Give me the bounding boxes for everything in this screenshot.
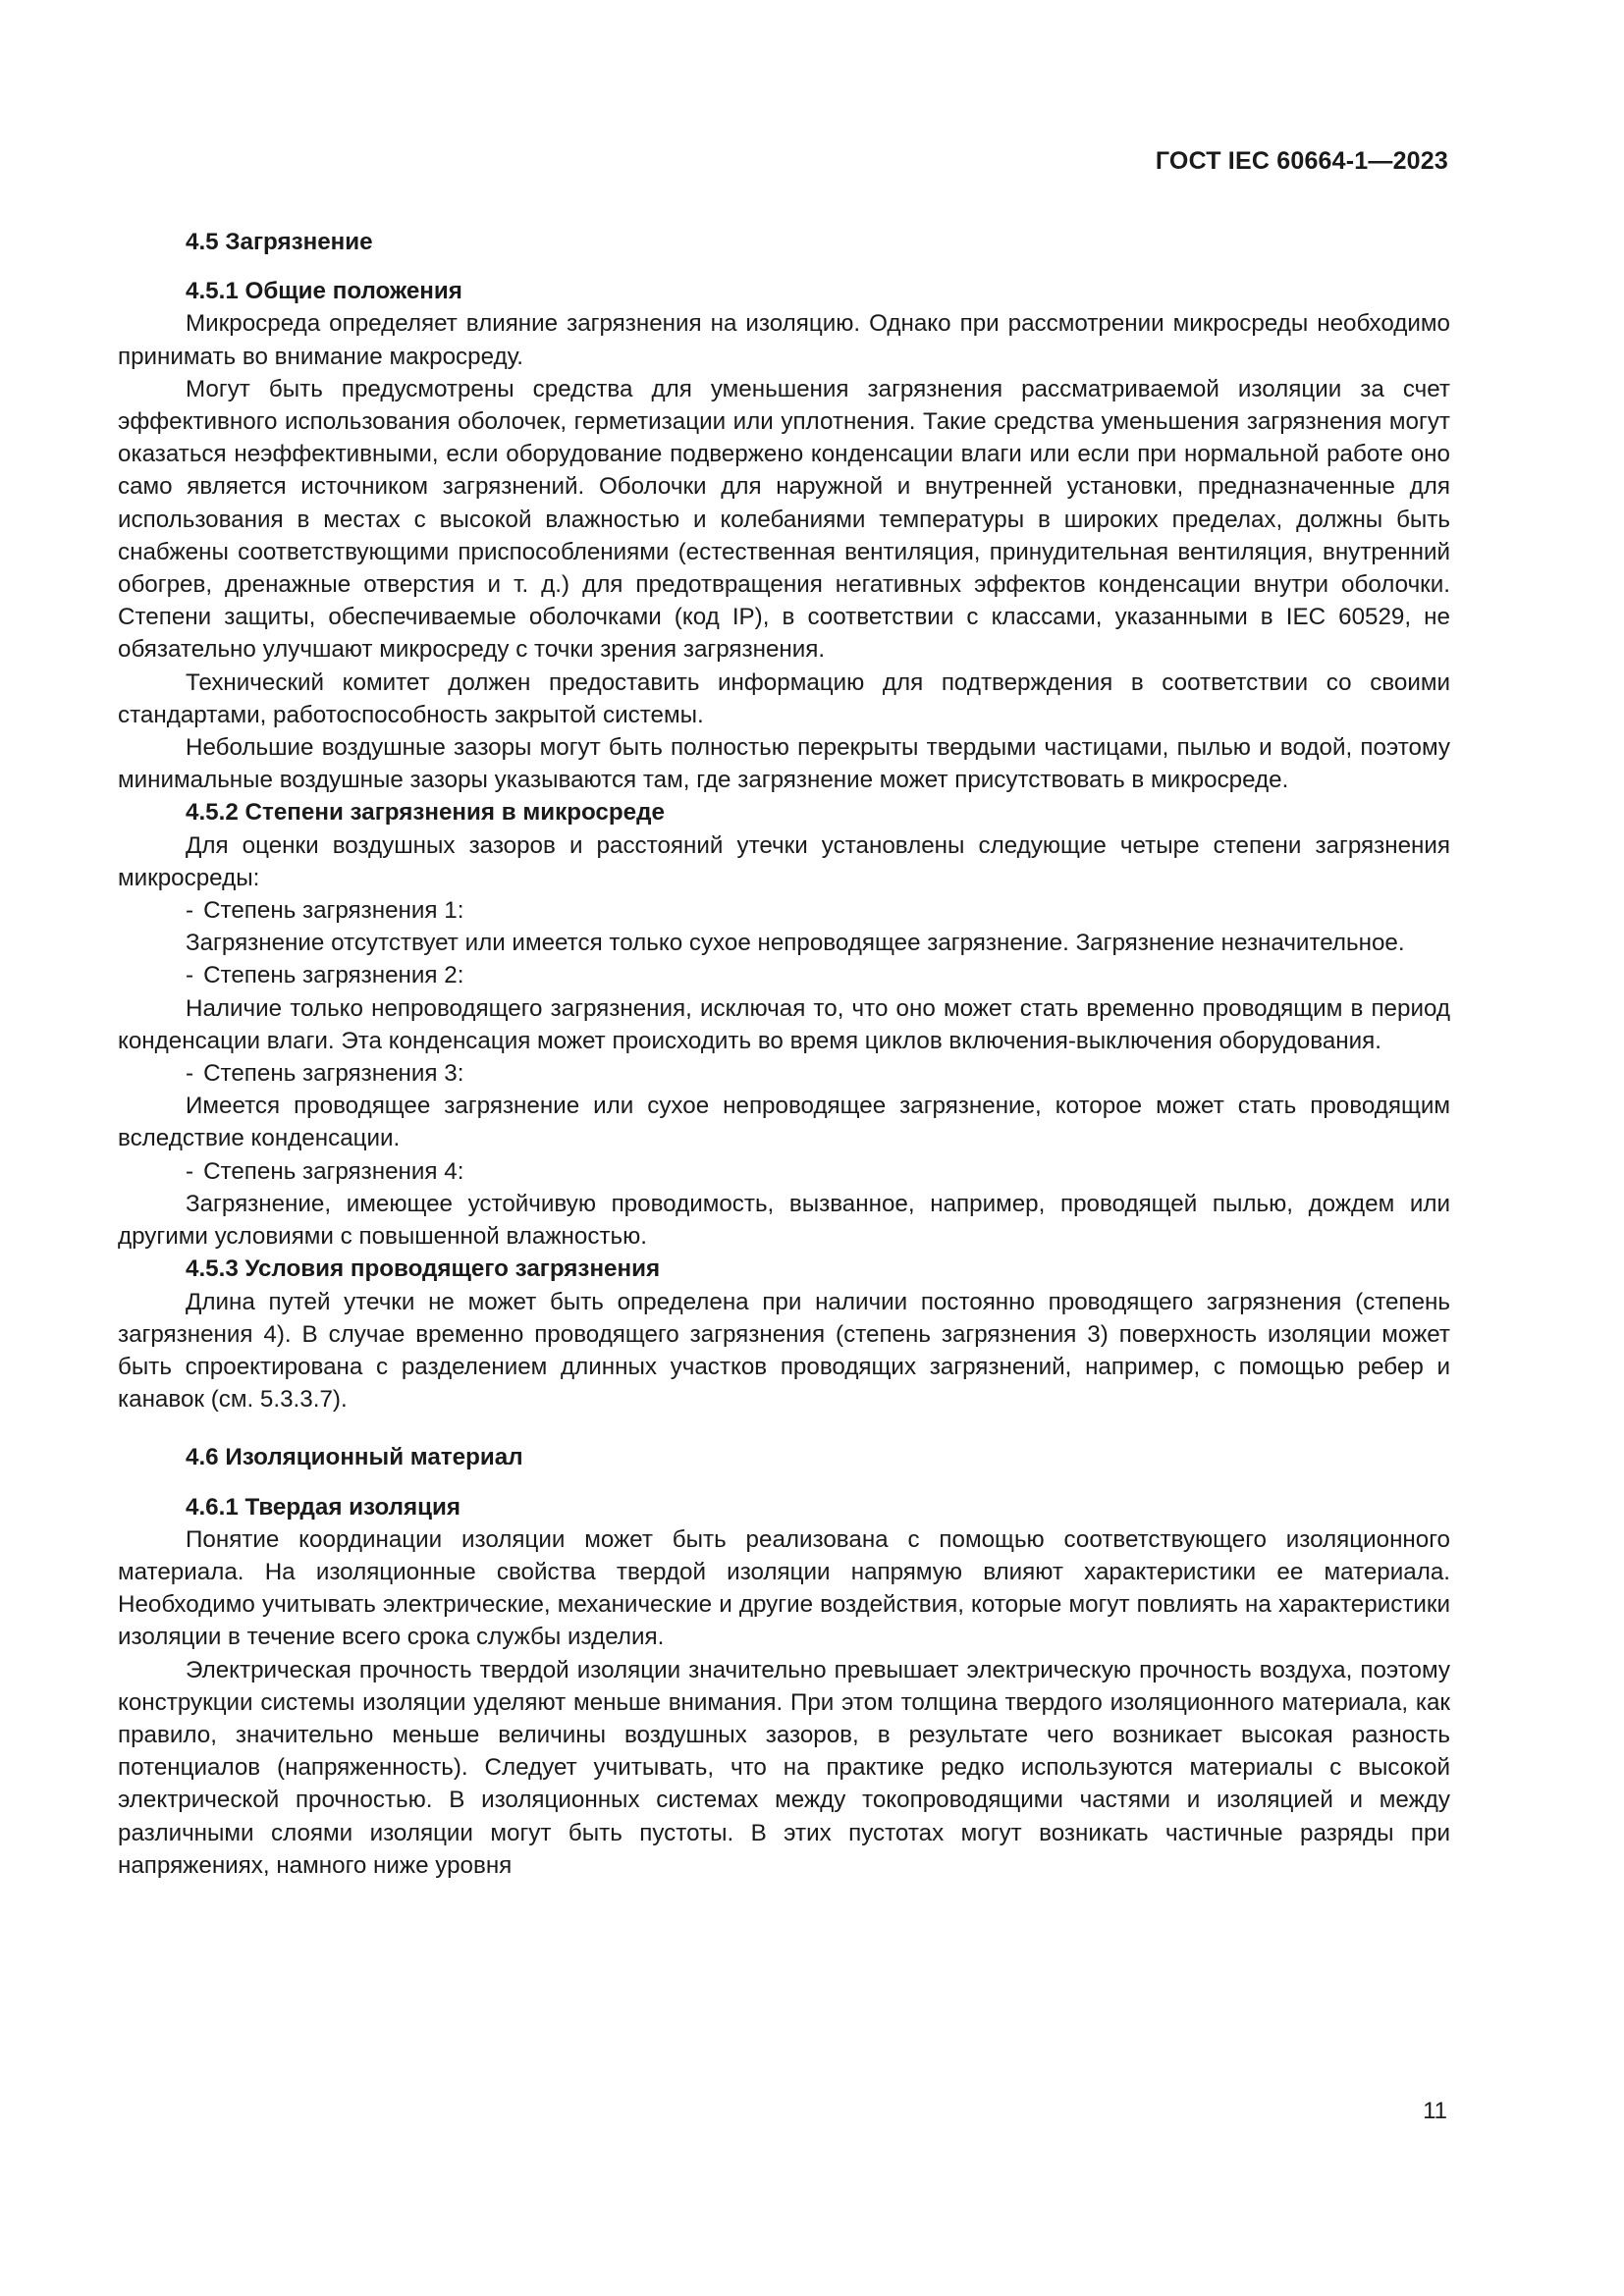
list-item-text: Степень загрязнения 3: <box>203 1060 464 1088</box>
paragraph: Могут быть предусмотрены средства для уменьшения загрязнения рассматриваемой изоляции за счет эффективного использования оболочек, герметизации или уплотнения. Такие средства уменьшения загрязнения могут оказаться неэффективными, если оборудование подвержено конденсации влаги или если при нормальной работе оно само является источником загрязнений. Оболочки для наружной и внутренней установки, предназначенные для использования в местах с высокой влажностью и колебаниями температуры в широких пределах, должны быть снабжены соответствующими приспособлениями (естественная вентиляция, принудительная вентиляция, внутренний обогрев, дренажные отверстия и т. д.) для предотвращения негативных эффектов конденсации внутри оболочки. Степени защиты, обеспечиваемые оболочками (код IP), в соответствии с классами, указанными в IEC 60529, не обязательно улучшают микросреду с точки зрения загрязнения. <box>118 375 1450 664</box>
section-title: 4.6 Изоляционный материал <box>186 1444 523 1471</box>
paragraph: Имеется проводящее загрязнение или сухое непроводящее загрязнение, которое может стать проводящим вследствие конденсации. <box>118 1093 1450 1152</box>
paragraph: Микросреда определяет влияние загрязнения на изоляцию. Однако при рассмотрении микросреды необходимо принимать во внимание макросреду. <box>118 310 1450 370</box>
list-item-text: Степень загрязнения 2: <box>203 962 464 989</box>
list-item-text: Степень загрязнения 1: <box>203 897 464 925</box>
document-body <box>118 226 1450 1882</box>
document-code-header: ГОСТ IEC 60664-1—2023 <box>1155 147 1448 175</box>
paragraph: Наличие только непроводящего загрязнения, исключая то, что оно может стать временно проводящим в период конденсации влаги. Эта конденсация может происходить во время циклов включения-выключения оборудования. <box>118 994 1450 1054</box>
list-item-text: Степень загрязнения 4: <box>203 1157 464 1185</box>
paragraph: Загрязнение, имеющее устойчивую проводимость, вызванное, например, проводящей пылью, дождем или другими условиями с повышенной влажностью. <box>118 1190 1450 1251</box>
paragraph: Небольшие воздушные зазоры могут быть полностью перекрыты твердыми частицами, пылью и водой, поэтому минимальные воздушные зазоры указываются там, где загрязнение может присутствовать в микросреде. <box>118 734 1450 794</box>
list-dash: - <box>186 1157 194 1185</box>
subsection-title: 4.5.1 Общие положения <box>186 278 462 305</box>
list-dash: - <box>186 897 194 925</box>
paragraph: Технический комитет должен предоставить информацию для подтверждения в соответствии со своими стандартами, работоспособность закрытой системы. <box>118 668 1450 728</box>
paragraph: Электрическая прочность твердой изоляции значительно превышает электрическую прочность воздуха, поэтому конструкции системы изоляции уделяют меньше внимания. При этом толщина твердого изоляционного материала, как правило, значительно меньше величины воздушных зазоров, в результате чего возникает высокая разность потенциалов (напряженность). Следует учитывать, что на практике редко используются материалы с высокой электрической прочностью. В изоляционных системах между токопроводящими частями и изоляцией и между различными слоями изоляции могут быть пустоты. В этих пустотах могут возникать частичные разряды при напряжениях, намного ниже уровня <box>118 1656 1450 1879</box>
list-item <box>118 1155 1450 1188</box>
list-dash: - <box>186 1060 194 1088</box>
subsection-title: 4.6.1 Твердая изоляция <box>186 1493 460 1521</box>
paragraph: Для оценки воздушных зазоров и расстояний утечки установлены следующие четыре степени загрязнения микросреды: <box>118 831 1450 891</box>
page-number: 11 <box>1423 2098 1447 2124</box>
list-item <box>118 959 1450 991</box>
list-dash: - <box>186 962 194 989</box>
paragraph: Понятие координации изоляции может быть реализована с помощью соответствующего изоляционного материала. На изоляционные свойства твердой изоляции напрямую влияют характеристики ее материала. Необходимо учитывать электрические, механические и другие воздействия, которые могут повлиять на характеристики изоляции в течение всего срока службы изделия. <box>118 1525 1450 1651</box>
subsection-title: 4.5.2 Степени загрязнения в микросреде <box>186 799 665 827</box>
section-title: 4.5 Загрязнение <box>186 229 373 255</box>
list-item <box>118 894 1450 927</box>
subsection-title: 4.5.3 Условия проводящего загрязнения <box>186 1255 661 1283</box>
paragraph: Длина путей утечки не может быть определена при наличии постоянно проводящего загрязнения (степень загрязнения 4). В случае временно проводящего загрязнения (степень загрязнения 3) поверхность изоляции может быть спроектирована с разделением длинных участков проводящих загрязнений, например, с помощью ребер и канавок (см. 5.3.3.7). <box>118 1288 1450 1414</box>
list-item <box>118 1057 1450 1090</box>
paragraph: Загрязнение отсутствует или имеется только сухое непроводящее загрязнение. Загрязнение незначительное. <box>186 930 1405 957</box>
